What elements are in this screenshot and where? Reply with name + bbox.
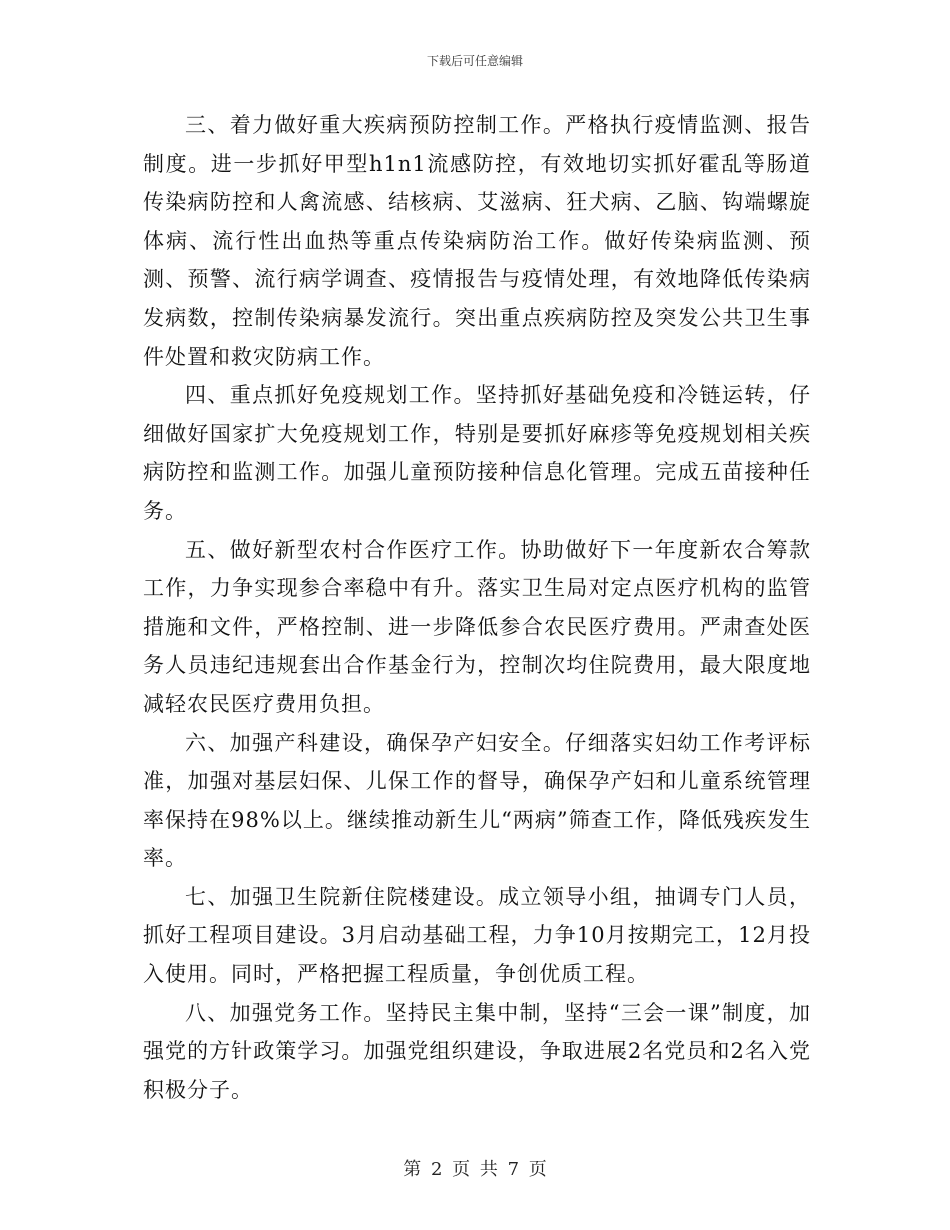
paragraph-obstetrics: 六、加强产科建设，确保孕产妇安全。仔细落实妇幼工作考评标准，加强对基层妇保、儿保工作的督导，确保孕产妇和儿童系统管理率保持在98%以上。继续推动新生儿“两病”筛查工作，降低残疾发生率。 xyxy=(143,730,811,871)
page-header: 下载后可任意编辑 xyxy=(426,54,523,68)
page-number: 第 2 页 共 7 页 xyxy=(403,1159,547,1180)
paragraph-immunization: 四、重点抓好免疫规划工作。坚持抓好基础免疫和冷链运转，仔细做好国家扩大免疫规划工作，特别是要抓好麻疹等免疫规划相关疾病防控和监测工作。加强儿童预防接种信息化管理。完成五苗接种任务。 xyxy=(143,383,811,523)
paragraph-rural-cooperative-medical: 五、做好新型农村合作医疗工作。协助做好下一年度新农合筹款工作，力争实现参合率稳中有升。落实卫生局对定点医疗机构的监管措施和文件，严格控制、进一步降低参合农民医疗费用。严肃查处医务人员违纪违规套出合作基金行为，控制次均住院费用，最大限度地减轻农民医疗费用负担。 xyxy=(143,537,811,716)
paragraph-inpatient-building: 七、加强卫生院新住院楼建设。成立领导小组，抽调专门人员，抓好工程项目建设。3月启动基础工程，力争10月按期完工，12月投入使用。同时，严格把握工程质量，争创优质工程。 xyxy=(143,884,811,987)
paragraph-party-affairs: 八、加强党务工作。坚持民主集中制，坚持“三会一课”制度，加强党的方针政策学习。加强党组织建设，争取进展2名党员和2名入党积极分子。 xyxy=(143,1000,811,1102)
document-body xyxy=(143,106,811,1109)
paragraph-disease-control: 三、着力做好重大疾病预防控制工作。严格执行疫情监测、报告制度。进一步抓好甲型h1n1流感防控，有效地切实抓好霍乱等肠道传染病防控和人禽流感、结核病、艾滋病、狂犬病、乙脑、钩端螺旋体病、流行性出血热等重点传染病防治工作。做好传染病监测、预测、预警、流行病学调查、疫情报告与疫情处理，有效地降低传染病发病数，控制传染病暴发流行。突出重点疾病防控及突发公共卫生事件处置和救灾防病工作。 xyxy=(143,113,811,369)
